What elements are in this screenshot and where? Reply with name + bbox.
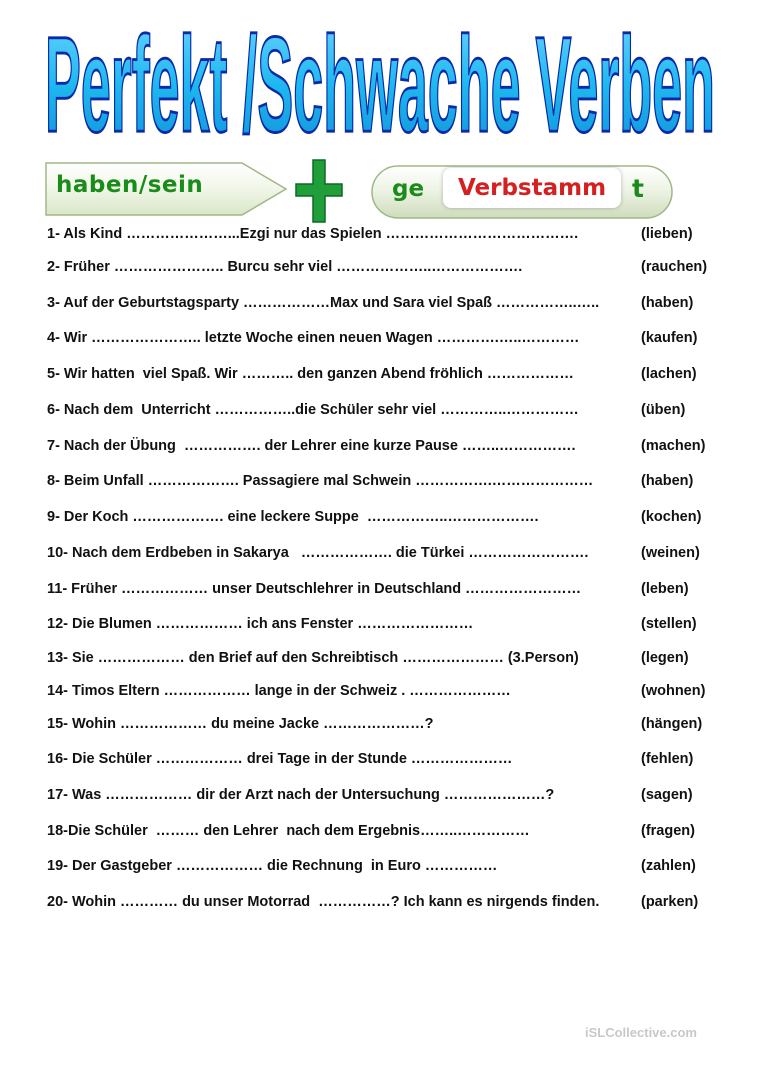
- exercise-sentence: 7- Nach der Übung ……………. der Lehrer eine kurze Pause ……..…………….: [47, 438, 576, 454]
- exercise-item: [47, 256, 737, 278]
- plus-icon: [294, 158, 344, 224]
- exercise-verb: (wohnen): [641, 683, 706, 699]
- exercise-sentence: 9- Der Koch ………………. eine leckere Suppe ……………..……………….: [47, 509, 539, 525]
- exercise-sentence: 13- Sie ……………… den Brief auf den Schreibtisch ………………… (3.Person): [47, 650, 579, 666]
- exercise-verb: (weinen): [641, 545, 700, 561]
- exercise-item: [47, 470, 737, 492]
- page-title: Perfekt /Schwache Verben: [44, 8, 715, 156]
- auxiliary-arrow: [44, 160, 289, 218]
- exercise-verb: (stellen): [641, 616, 697, 632]
- exercise-sentence: 8- Beim Unfall ………………. Passagiere mal Schwein …………….…………………: [47, 473, 594, 489]
- suffix-label: t: [632, 174, 644, 203]
- exercise-sentence: 18-Die Schüler ……… den Lehrer nach dem Ergebnis……..……………: [47, 823, 530, 839]
- exercise-item: [47, 784, 737, 806]
- exercise-item: [47, 891, 737, 913]
- exercise-verb: (parken): [641, 894, 699, 910]
- exercise-item: [47, 292, 737, 314]
- exercise-verb: (fragen): [641, 823, 695, 839]
- exercise-item: [47, 506, 737, 528]
- exercise-sentence: 17- Was ……………… dir der Arzt nach der Untersuchung …………………?: [47, 787, 555, 803]
- exercise-verb: (lachen): [641, 366, 697, 382]
- exercise-verb: (zahlen): [641, 858, 696, 874]
- watermark: iSLCollective.com: [585, 1025, 697, 1040]
- exercise-verb: (haben): [641, 473, 694, 489]
- exercise-item: [47, 820, 737, 842]
- exercise-sentence: 1- Als Kind …………………...Ezgi nur das Spielen ………………………………….: [47, 226, 579, 242]
- participle-pill: [370, 164, 674, 220]
- exercise-sentence: 15- Wohin ……………… du meine Jacke …………………?: [47, 716, 434, 732]
- exercise-item: [47, 578, 737, 600]
- exercise-verb: (legen): [641, 650, 689, 666]
- exercise-item: [47, 855, 737, 877]
- exercise-sentence: 20- Wohin ………… du unser Motorrad ……………? Ich kann es nirgends finden.: [47, 894, 600, 910]
- exercise-item: [47, 647, 737, 669]
- exercise-verb: (sagen): [641, 787, 693, 803]
- formula-box: [44, 158, 704, 228]
- exercise-sentence: 14- Timos Eltern ……………… lange in der Schweiz . …………………: [47, 683, 511, 699]
- exercise-verb: (hängen): [641, 716, 703, 732]
- stem-box: [443, 168, 621, 208]
- exercise-sentence: 10- Nach dem Erdbeben in Sakarya ………………. die Türkei …………………….: [47, 545, 589, 561]
- exercise-item: [47, 713, 737, 735]
- exercise-item: [47, 680, 737, 702]
- exercise-sentence: 11- Früher ……………… unser Deutschlehrer in Deutschland ……………………: [47, 581, 582, 597]
- exercise-verb: (leben): [641, 581, 689, 597]
- exercise-item: [47, 399, 737, 421]
- exercise-sentence: 4- Wir ………………….. letzte Woche einen neuen Wagen ………….…..…………: [47, 330, 580, 346]
- exercise-sentence: 12- Die Blumen ……………… ich ans Fenster ……………………: [47, 616, 474, 632]
- exercise-sentence: 5- Wir hatten viel Spaß. Wir ……….. den ganzen Abend fröhlich ………………: [47, 366, 574, 382]
- exercise-verb: (machen): [641, 438, 706, 454]
- stem-label: Verbstamm: [457, 175, 607, 201]
- exercise-sentence: 3- Auf der Geburtstagsparty ………………Max und Sara viel Spaß ……………..…..: [47, 295, 600, 311]
- exercise-verb: (üben): [641, 402, 686, 418]
- exercise-item: [47, 542, 737, 564]
- exercise-sentence: 2- Früher ………………….. Burcu sehr viel ………………..……………….: [47, 259, 523, 275]
- exercise-item: [47, 435, 737, 457]
- exercise-item: [47, 363, 737, 385]
- title-banner: [30, 6, 730, 156]
- exercise-sentence: 19- Der Gastgeber ……………… die Rechnung in Euro ……………: [47, 858, 498, 874]
- exercise-item: [47, 223, 737, 245]
- exercise-verb: (haben): [641, 295, 694, 311]
- exercise-verb: (lieben): [641, 226, 693, 242]
- prefix-label: ge: [392, 176, 425, 202]
- exercise-item: [47, 748, 737, 770]
- exercise-item: [47, 613, 737, 635]
- exercise-verb: (fehlen): [641, 751, 694, 767]
- exercise-item: [47, 327, 737, 349]
- exercise-verb: (kochen): [641, 509, 702, 525]
- title-graphic: [30, 6, 730, 156]
- exercise-sentence: 6- Nach dem Unterricht ……………..die Schüler sehr viel …………..……………: [47, 402, 579, 418]
- exercise-verb: (rauchen): [641, 259, 708, 275]
- exercise-sentence: 16- Die Schüler ……………… drei Tage in der Stunde …………………: [47, 751, 513, 767]
- exercise-verb: (kaufen): [641, 330, 698, 346]
- auxiliary-label: haben/sein: [56, 172, 204, 198]
